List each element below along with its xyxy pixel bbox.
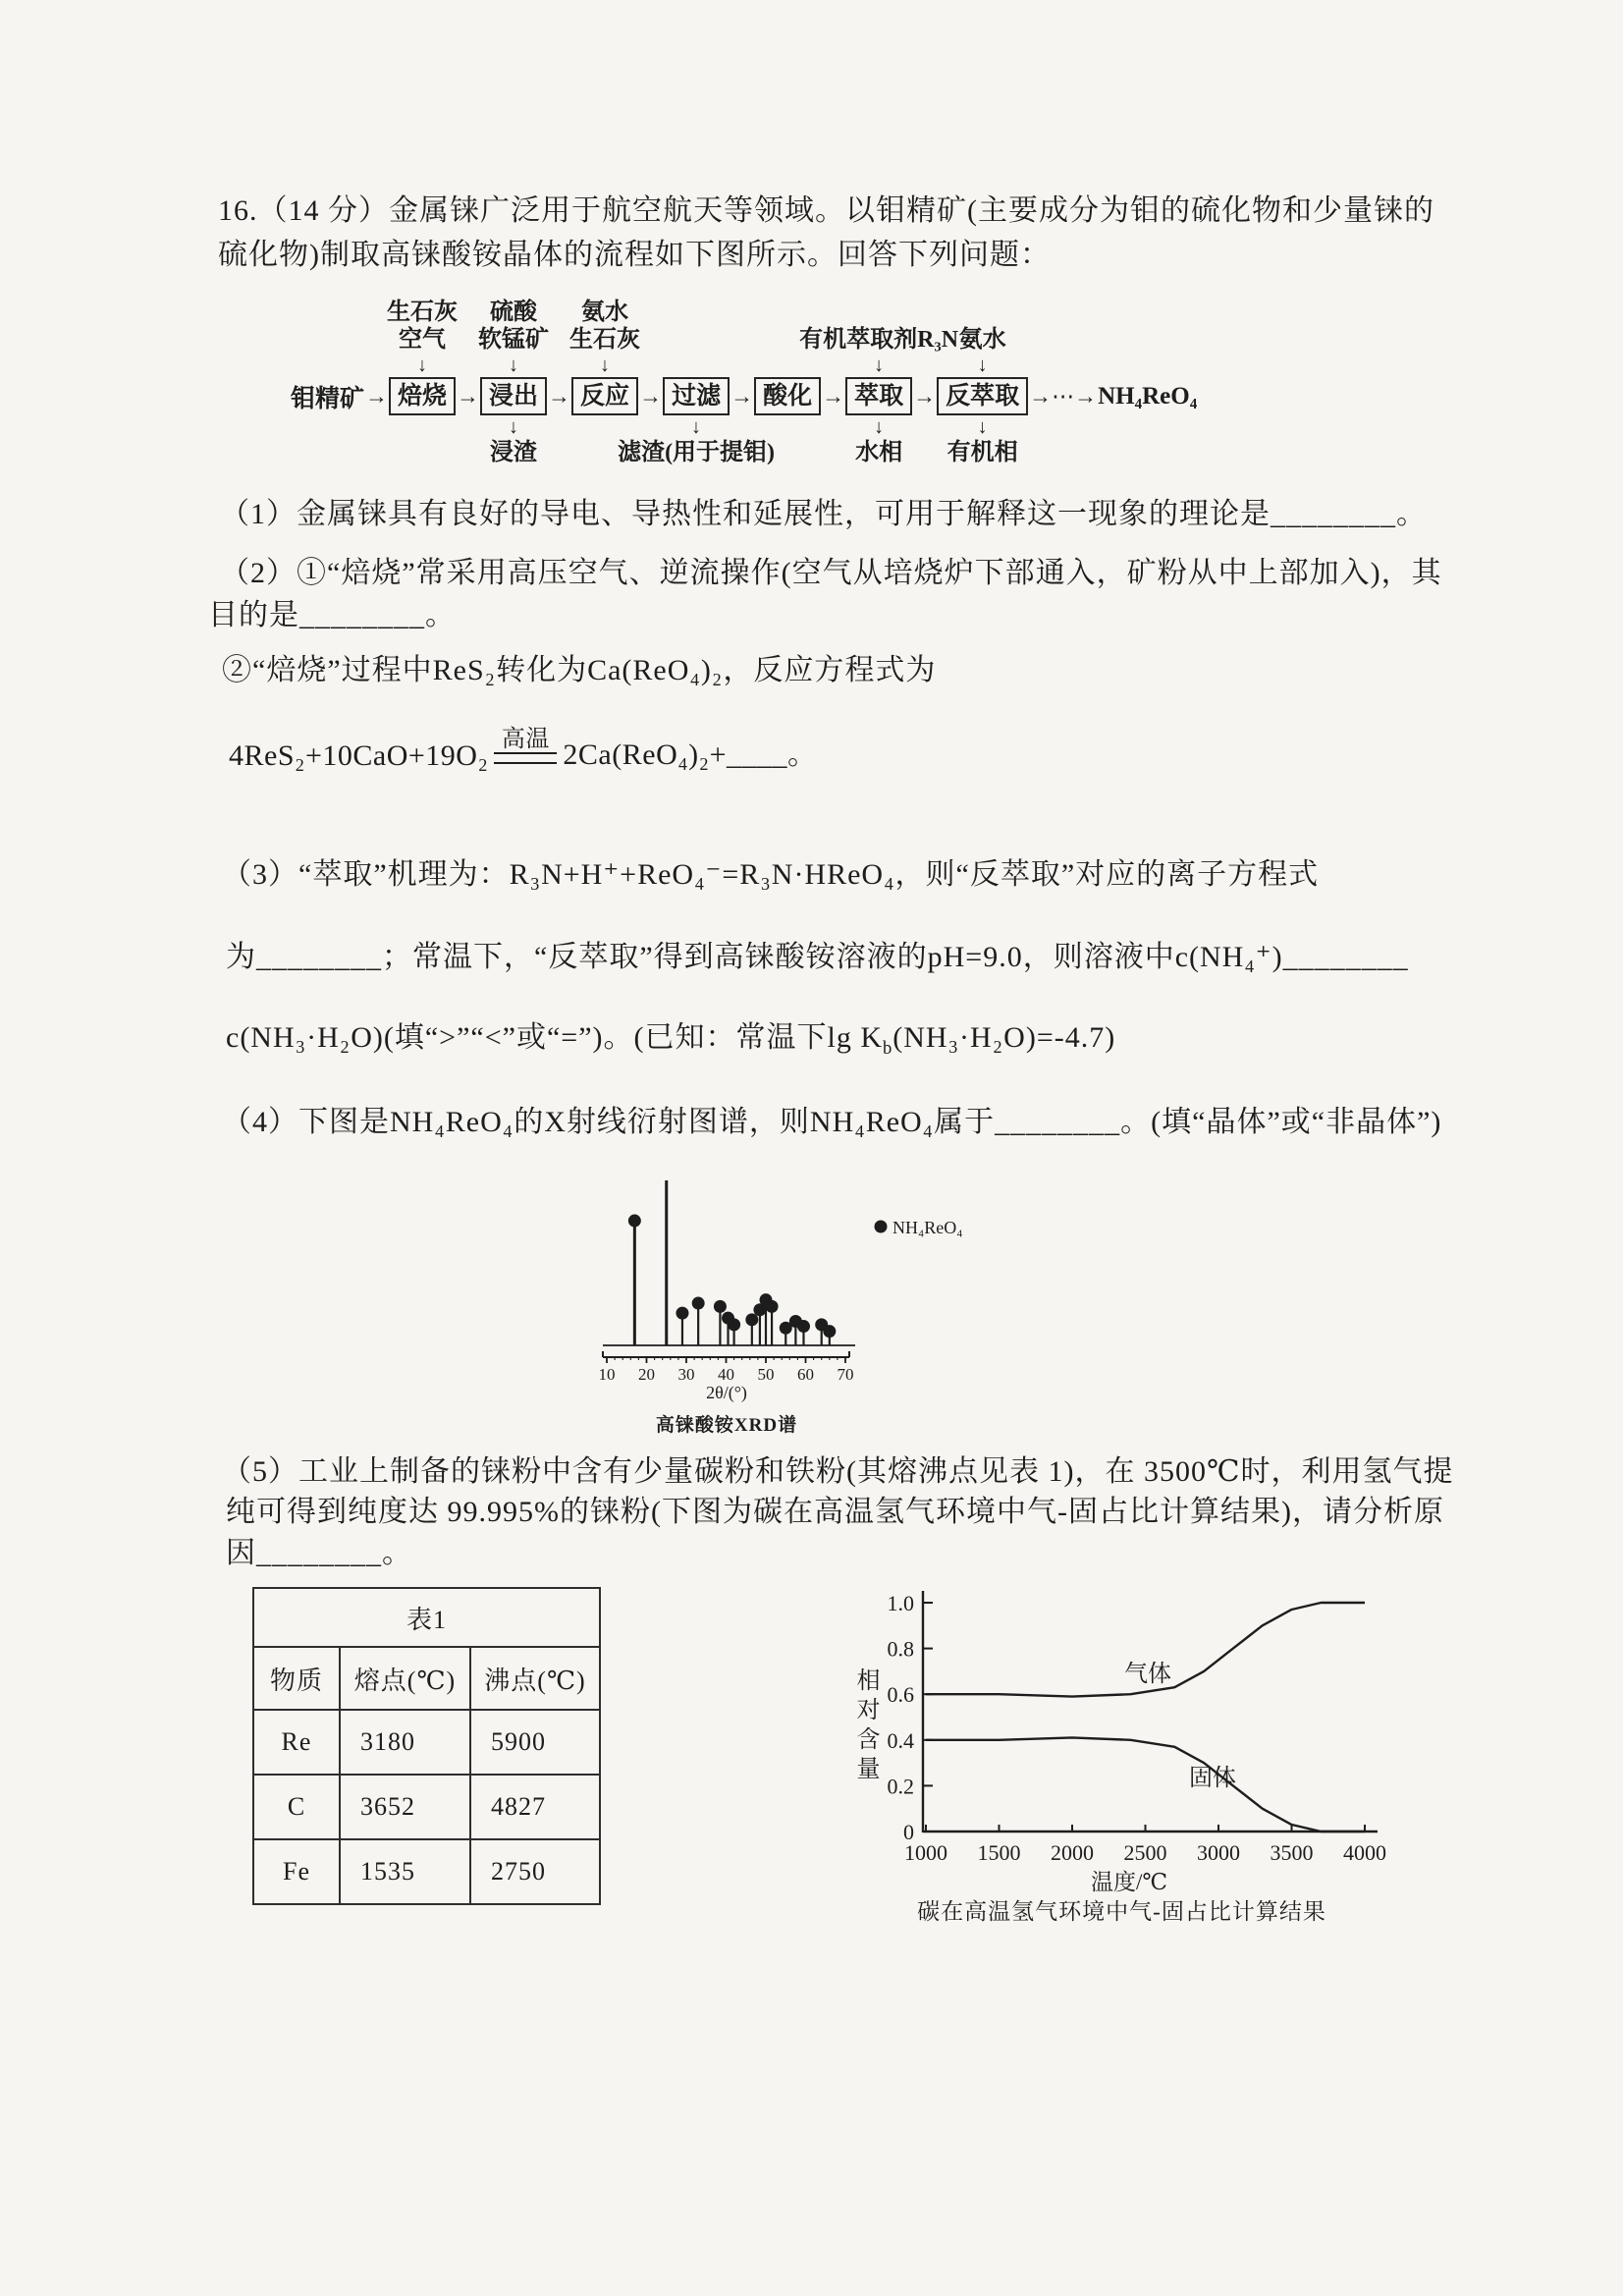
down-arrow-icon: ↓ [691,416,702,438]
flow-step-output [855,415,902,466]
flow-step [799,327,959,465]
flow-input-label: 空气 [399,327,447,353]
down-arrow-icon: ↓ [977,355,988,376]
condition-label: 高温 [501,727,550,752]
process-flowchart [291,287,1198,465]
q3-line-3 [226,1019,1115,1067]
flow-arrow-icon: → [730,384,754,409]
flow-feed-label: 钼精矿 [291,386,365,412]
table-cell: 1535 [340,1839,470,1904]
flow-step-inputs [387,299,458,377]
down-arrow-icon: ↓ [417,355,428,376]
axis-tick-label: 10 [598,1365,616,1384]
peak-marker-dot [797,1320,810,1333]
gs-caption: 碳在高温氢气环境中气-固占比计算结果 [917,1899,1326,1924]
column-header: 沸点(℃) [470,1647,600,1710]
q3-line3-pre: c(NH₃·H₂O)(填“>”“<”或“=”)。(已知：常温下lg K [226,1021,883,1054]
melting-boiling-table [252,1587,601,1905]
column-header: 熔点(℃) [340,1647,470,1710]
axis-tick-label: 20 [638,1365,655,1384]
y-tick-label: 0.2 [887,1774,914,1799]
flow-output-label: 浸渣 [490,440,538,465]
flow-step-output [618,415,775,466]
q4-text: （4）下图是NH₄ReO₄的X射线衍射图谱，则NH₄ReO₄属于________。(填“晶体”或“非晶体”) [222,1106,1442,1138]
peak-marker-dot [676,1307,688,1320]
flow-step [618,377,776,465]
flow-step-box: 萃取 [845,377,912,415]
flow-arrow-icon: → [822,384,845,409]
question-intro-line-1: 16.（14 分）金属铼广泛用于航空航天等领域。以钼精矿(主要成分为钼的硫化物和少量铼的 [218,194,1434,227]
down-arrow-icon: ↓ [509,416,519,438]
flow-arrow-icon: → [548,384,571,409]
down-arrow-icon: ↓ [874,416,885,438]
table-row [253,1710,600,1775]
axis-tick-label: 70 [837,1365,854,1384]
down-arrow-icon: ↓ [509,355,519,376]
flow-step-output [947,415,1018,466]
q5-line-3: 因________。 [226,1537,412,1569]
down-arrow-icon: ↓ [600,355,611,376]
flow-arrow-icon: → [913,384,937,409]
flow-input-label: 生石灰 [569,327,641,353]
table-cell: 3652 [340,1775,470,1839]
x-tick-label: 1500 [977,1840,1021,1865]
flow-step-output [490,415,537,466]
flow-step-box: 过滤 [663,377,730,415]
peak-marker-dot [728,1318,740,1331]
gs-xaxis-label: 温度/℃ [1090,1870,1168,1894]
table-cell: 4827 [470,1775,600,1839]
x-tick-label: 2000 [1051,1840,1094,1865]
x-tick-label: 4000 [1343,1840,1386,1865]
q3-line-1: （3）“萃取”机理为：R₃N+H⁺+ReO₄⁻=R₃N·HReO₄，则“反萃取”对应的离子方程式 [222,858,1320,891]
flow-output-label: 水相 [855,440,903,465]
table-cell: Fe [253,1839,340,1904]
table-row [253,1839,600,1904]
table-cell: 5900 [470,1710,600,1775]
flow-step-box: 焙烧 [389,377,456,415]
flow-step [754,377,821,415]
column-header: 物质 [253,1647,340,1710]
q3-line3-post: (NH₃·H₂O)=-4.7) [893,1021,1116,1054]
table-title-row [253,1588,600,1647]
peak-marker-dot [766,1300,779,1313]
double-equals-sign [494,752,557,764]
q5-line-2: 纯可得到纯度达 99.995%的铼粉(下图为碳在高温氢气环境中气-固占比计算结果)，请分析原 [226,1496,1444,1528]
xrd-xaxis-label: 2θ/(°) [706,1383,747,1402]
axis-tick-label: 30 [677,1365,695,1384]
flow-dots-arrow-icon: →⋯→ [1029,384,1098,409]
equation-rhs: 2Ca(ReO₄)₂+____。 [563,738,818,771]
table-cell: C [253,1775,340,1839]
q2-line-3: ②“焙烧”过程中ReS₂转化为Ca(ReO₄)₂，反应方程式为 [222,654,937,686]
table-cell: Re [253,1710,340,1775]
question-intro-line-2: 硫化物)制取高铼酸铵晶体的流程如下图所示。回答下列问题： [218,239,1051,271]
q5-line-1: （5）工业上制备的铼粉中含有少量碳粉和铁粉(其熔沸点见表 1)，在 3500℃时，利用氢气提 [222,1455,1454,1488]
table-cell: 2750 [470,1839,600,1904]
q2-line-2: 目的是________。 [208,599,456,631]
flow-output-label: 有机相 [947,440,1018,465]
flow-step-inputs [799,326,958,377]
flow-arrow-icon: → [639,384,663,409]
gs-yaxis-label: 相对含量 [852,1667,878,1785]
flow-arrow-icon: → [365,384,389,409]
y-tick-label: 1.0 [887,1591,914,1615]
down-arrow-icon: ↓ [977,416,988,438]
flow-step [387,300,459,415]
flow-step-inputs [569,299,640,377]
flow-step-inputs [959,326,1006,377]
flow-product-label: NH₄ReO₄ [1098,383,1198,410]
xrd-chart [550,1171,1100,1426]
table-title: 表1 [253,1588,600,1647]
flow-input-label: 有机萃取剂R₃N [799,327,959,353]
flow-input-label: 生石灰 [387,300,459,325]
equation-lhs: 4ReS₂+10CaO+19O₂ [229,739,489,772]
flow-step [478,300,550,465]
table-header-row [253,1647,600,1710]
kb-subscript: b [882,1038,893,1059]
flow-step-box: 反应 [571,377,638,415]
peak-marker-dot [823,1325,836,1338]
down-arrow-icon: ↓ [874,355,885,376]
xrd-caption: 高铼酸铵XRD谱 [655,1415,798,1436]
flow-output-label: 滤渣(用于提钼) [618,440,776,465]
gas-curve-label: 气体 [1124,1662,1171,1687]
flow-step-box: 浸出 [480,377,547,415]
y-tick-label: 0.8 [887,1636,914,1662]
x-tick-label: 2500 [1123,1840,1167,1865]
gas-solid-chart [839,1571,1404,1905]
table-row [253,1775,600,1839]
flow-input-label: 氨水 [958,327,1006,353]
axis-tick-label: 50 [757,1365,775,1384]
q1-text: （1）金属铼具有良好的导电、导热性和延展性，可用于解释这一现象的理论是________。 [220,498,1427,530]
x-tick-label: 3000 [1197,1840,1240,1865]
y-tick-label: 0.4 [887,1727,914,1753]
peak-marker-dot [628,1215,641,1228]
y-tick-label: 0.6 [887,1682,914,1708]
axis-tick-label: 40 [718,1365,734,1384]
flow-step [937,327,1028,465]
flow-step-box: 反萃取 [937,377,1028,415]
q3-line-2: 为________；常温下，“反萃取”得到高铼酸铵溶液的pH=9.0，则溶液中c(NH₄⁺)________ [226,941,1409,973]
xrd-legend-label: NH₄ReO₄ [893,1218,963,1237]
equation-condition [494,727,557,773]
x-tick-label: 1000 [904,1840,947,1865]
flow-step-inputs [478,299,549,377]
reaction-equation [229,727,818,773]
x-tick-label: 3500 [1270,1840,1314,1865]
flow-arrow-icon: → [457,384,480,409]
legend-dot-icon [875,1221,888,1233]
flow-step-box: 酸化 [754,377,821,415]
flow-input-label: 软锰矿 [478,327,550,353]
flow-input-label: 氨水 [581,300,629,325]
axis-tick-label: 60 [797,1365,814,1384]
flow-step [569,300,641,415]
solid-curve-label: 固体 [1189,1766,1236,1791]
solid-curve [926,1737,1365,1831]
y-tick-label: 0 [903,1820,914,1844]
flow-input-label: 硫酸 [490,300,538,325]
peak-marker-dot [714,1300,727,1313]
peak-marker-dot [745,1313,758,1326]
q2-line-1: （2）①“焙烧”常采用高压空气、逆流操作(空气从培烧炉下部通入，矿粉从中上部加入)，其 [220,557,1442,589]
peak-marker-dot [692,1297,705,1310]
table-cell: 3180 [340,1710,470,1775]
